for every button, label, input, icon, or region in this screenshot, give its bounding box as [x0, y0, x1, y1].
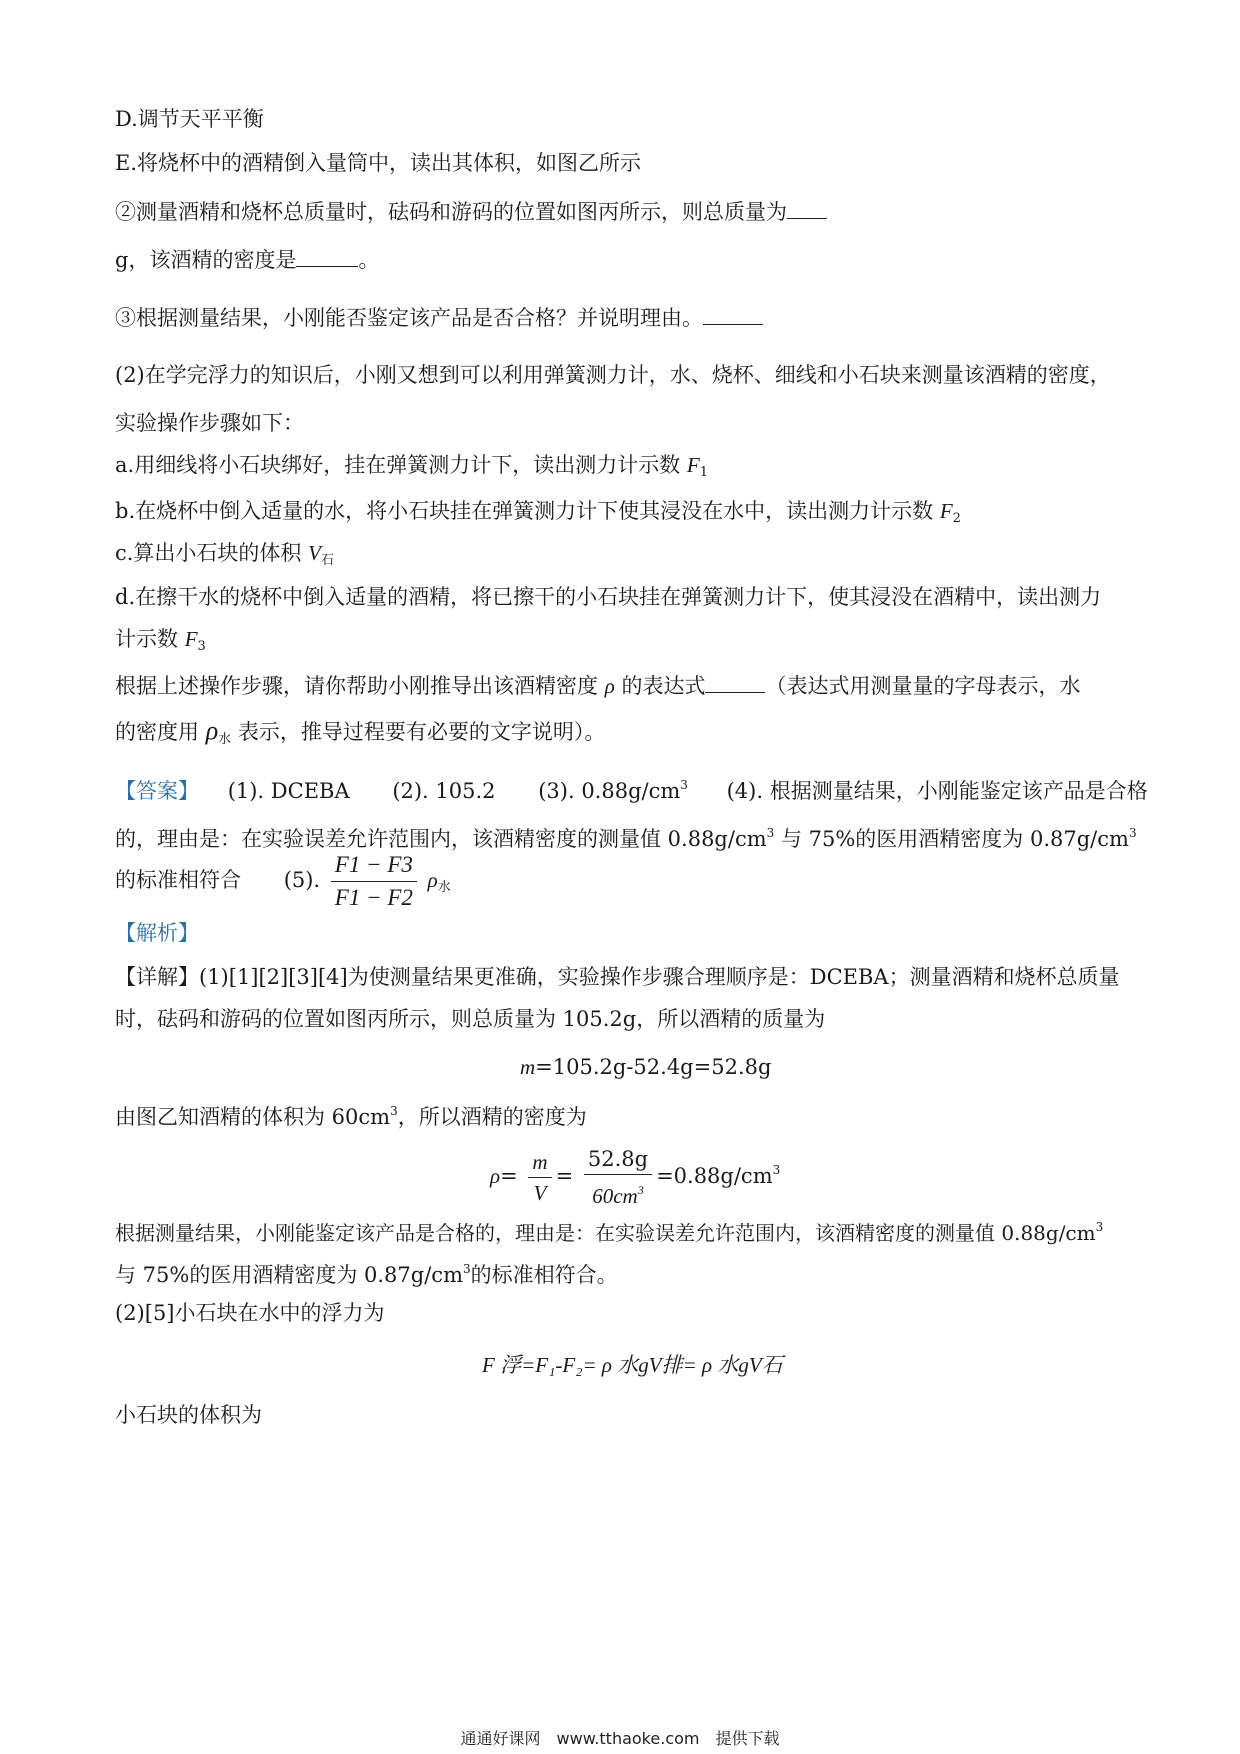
answer-2: (2). 105.2 [392, 779, 496, 803]
answer-5-label: (5). [283, 868, 321, 892]
mass-equation-text: =105.2g-52.4g=52.8g [535, 1055, 772, 1079]
derive-text-a: 根据上述操作步骤，请你帮助小刚推导出该酒精密度 [115, 674, 598, 698]
answer-4-text-a: 的，理由是：在实验误差允许范围内，该酒精密度的测量值 0.88g/cm [115, 827, 767, 851]
superscript: 3 [766, 826, 775, 840]
answer-1: (1). DCEBA [227, 779, 350, 803]
stone-volume-line: 小石块的体积为 [115, 1403, 262, 1427]
detail-line1 [115, 962, 1135, 992]
step-d2-cont-text: 计示数 [115, 627, 178, 651]
step-e: E.将烧杯中的酒精倒入量筒中，读出其体积，如图乙所示 [115, 151, 642, 175]
step-c-text: c.算出小石块的体积 [115, 541, 302, 565]
subscript: 2 [952, 511, 961, 526]
analysis-label-text: 【解析】 [115, 921, 199, 945]
subscript: 水 [437, 880, 451, 895]
superscript: 3 [462, 1262, 471, 1276]
equals: = [555, 1164, 574, 1188]
denominator: V [533, 1181, 547, 1205]
fraction-values [584, 1146, 652, 1209]
step-b [115, 496, 1135, 534]
conclusion-line2 [115, 1254, 1135, 1290]
answer-line1 [115, 770, 1148, 806]
question-2-text: ②测量酒精和烧杯总质量时，砝码和游码的位置如图丙所示，则总质量为 [115, 200, 787, 224]
subscript: 3 [197, 639, 206, 654]
question-3 [115, 302, 1135, 333]
rho-symbol: ρ [490, 1164, 501, 1188]
volume-line [115, 1096, 1135, 1132]
step-a-text: a.用细线将小石块绑好，挂在弹簧测力计下，读出测力计示数 [115, 453, 681, 477]
var-m: m [520, 1055, 536, 1079]
answer-blank [703, 302, 763, 325]
volume-text: 由图乙知酒精的体积为 60cm [115, 1105, 391, 1129]
fraction-m-v [528, 1149, 551, 1206]
step-a [115, 450, 1135, 488]
conclusion-line1 [115, 1212, 1135, 1248]
answer-3-text: (3). 0.88g/cm [538, 779, 681, 803]
conclusion-text-3: 的标准相符合。 [470, 1263, 618, 1287]
answer-blank [296, 244, 358, 267]
step-b-text: b.在烧杯中倒入适量的水，将小石块挂在弹簧测力计下使其浸没在水中，读出测力计示数 [115, 499, 934, 523]
numerator: F1 − F3 [331, 851, 417, 882]
footer: 通通好课网 www.tthaoke.com 提供下载 [460, 1729, 780, 1748]
answer-line2 [115, 818, 1135, 854]
derive-text-c: （表达式用测量量的字母表示，水 [765, 674, 1081, 698]
volume-text-2: ，所以酒精的密度为 [397, 1105, 587, 1129]
density-result: =0.88g/cm [656, 1164, 773, 1188]
numerator: m [528, 1149, 551, 1178]
fraction [331, 851, 417, 912]
part-5-line: (2)[5]小石块在水中的浮力为 [115, 1301, 385, 1325]
subscript: 水 [218, 732, 232, 747]
denominator: F1 − F2 [334, 885, 413, 910]
detail-line2: 时，砝码和游码的位置如图丙所示，则总质量为 105.2g，所以酒精的质量为 [115, 1007, 826, 1031]
superscript: 3 [1128, 826, 1137, 840]
superscript: 3 [680, 778, 688, 792]
question-3-text: ③根据测量结果，小刚能否鉴定该产品是否合格？并说明理由。 [115, 306, 703, 330]
question-2-text-b: g，该酒精的密度是 [115, 248, 297, 272]
subscript: 石 [320, 553, 334, 568]
answer-blank [787, 196, 827, 219]
superscript: 3 [390, 1104, 398, 1118]
mass-equation [520, 1052, 771, 1082]
answer-blank [705, 670, 765, 693]
superscript: 3 [1095, 1220, 1104, 1234]
var-f: F [184, 627, 198, 651]
answer-3 [538, 779, 688, 803]
question-2-line1 [115, 196, 1135, 227]
numerator: 52.8g [584, 1146, 652, 1175]
conclusion-text: 根据测量结果，小刚能鉴定该产品是合格的，理由是：在实验误差允许范围内，该酒精密度的测量值 0.88g/cm [115, 1221, 1096, 1245]
density-equation [490, 1140, 781, 1208]
answer-4-text-c: 的标准相符合 [115, 868, 241, 892]
answer-4: (4). 根据测量结果，小刚能鉴定该产品是合格 [726, 779, 1148, 803]
step-d2-cont [115, 624, 1135, 662]
var-f: F [686, 453, 700, 477]
subscript: 1 [699, 465, 708, 480]
derive-text-b: 的表达式 [621, 674, 706, 698]
analysis-label [115, 918, 1135, 948]
step-d2: d.在擦干水的烧杯中倒入适量的酒精，将已擦干的小石块挂在弹簧测力计下，使其浸没在酒精中，读出测力 [115, 585, 1102, 609]
answer-4-text-b: 与 75%的医用酒精密度为 0.87g/cm [780, 827, 1129, 851]
answer-label: 【答案】 [115, 779, 199, 803]
denominator-text: 60cm [592, 1184, 638, 1208]
buoyancy-equation: F 浮=F₁-F₂= ρ 水gV排= ρ 水gV石 [482, 1353, 783, 1377]
derive-line2 [115, 716, 1135, 755]
derive-line1 [115, 670, 1135, 701]
detail-label: 【详解】 [115, 965, 199, 989]
rho-symbol: ρ [205, 716, 219, 745]
superscript: 3 [772, 1163, 781, 1177]
equals: = [500, 1164, 518, 1188]
detail-text-1: (1)[1][2][3][4]为使测量结果更准确，实验操作步骤合理顺序是：DCEBA；测量酒精和烧杯总质量 [199, 965, 1120, 989]
step-d: D.调节天平平衡 [115, 107, 264, 131]
derive-line2-text-a: 的密度用 [115, 720, 199, 744]
answer-line3 [115, 850, 1135, 910]
conclusion-text-2: 与 75%的医用酒精密度为 0.87g/cm [115, 1263, 463, 1287]
rho-symbol: ρ [604, 674, 615, 698]
derive-line2-text-b: 表示，推导过程要有必要的文字说明）。 [237, 720, 606, 744]
question-2-line2 [115, 244, 1135, 275]
step-c [115, 538, 1135, 576]
period: 。 [358, 248, 380, 272]
var-v: V [308, 541, 321, 565]
part-2-intro: (2)在学完浮力的知识后，小刚又想到可以利用弹簧测力计，水、烧杯、细线和小石块来测量该酒精的密度， [115, 363, 1111, 387]
rho-symbol: ρ [427, 868, 438, 892]
part-2-intro-2: 实验操作步骤如下： [115, 411, 304, 435]
superscript: 3 [637, 1183, 644, 1197]
var-f: F [939, 499, 953, 523]
denominator [584, 1175, 652, 1209]
